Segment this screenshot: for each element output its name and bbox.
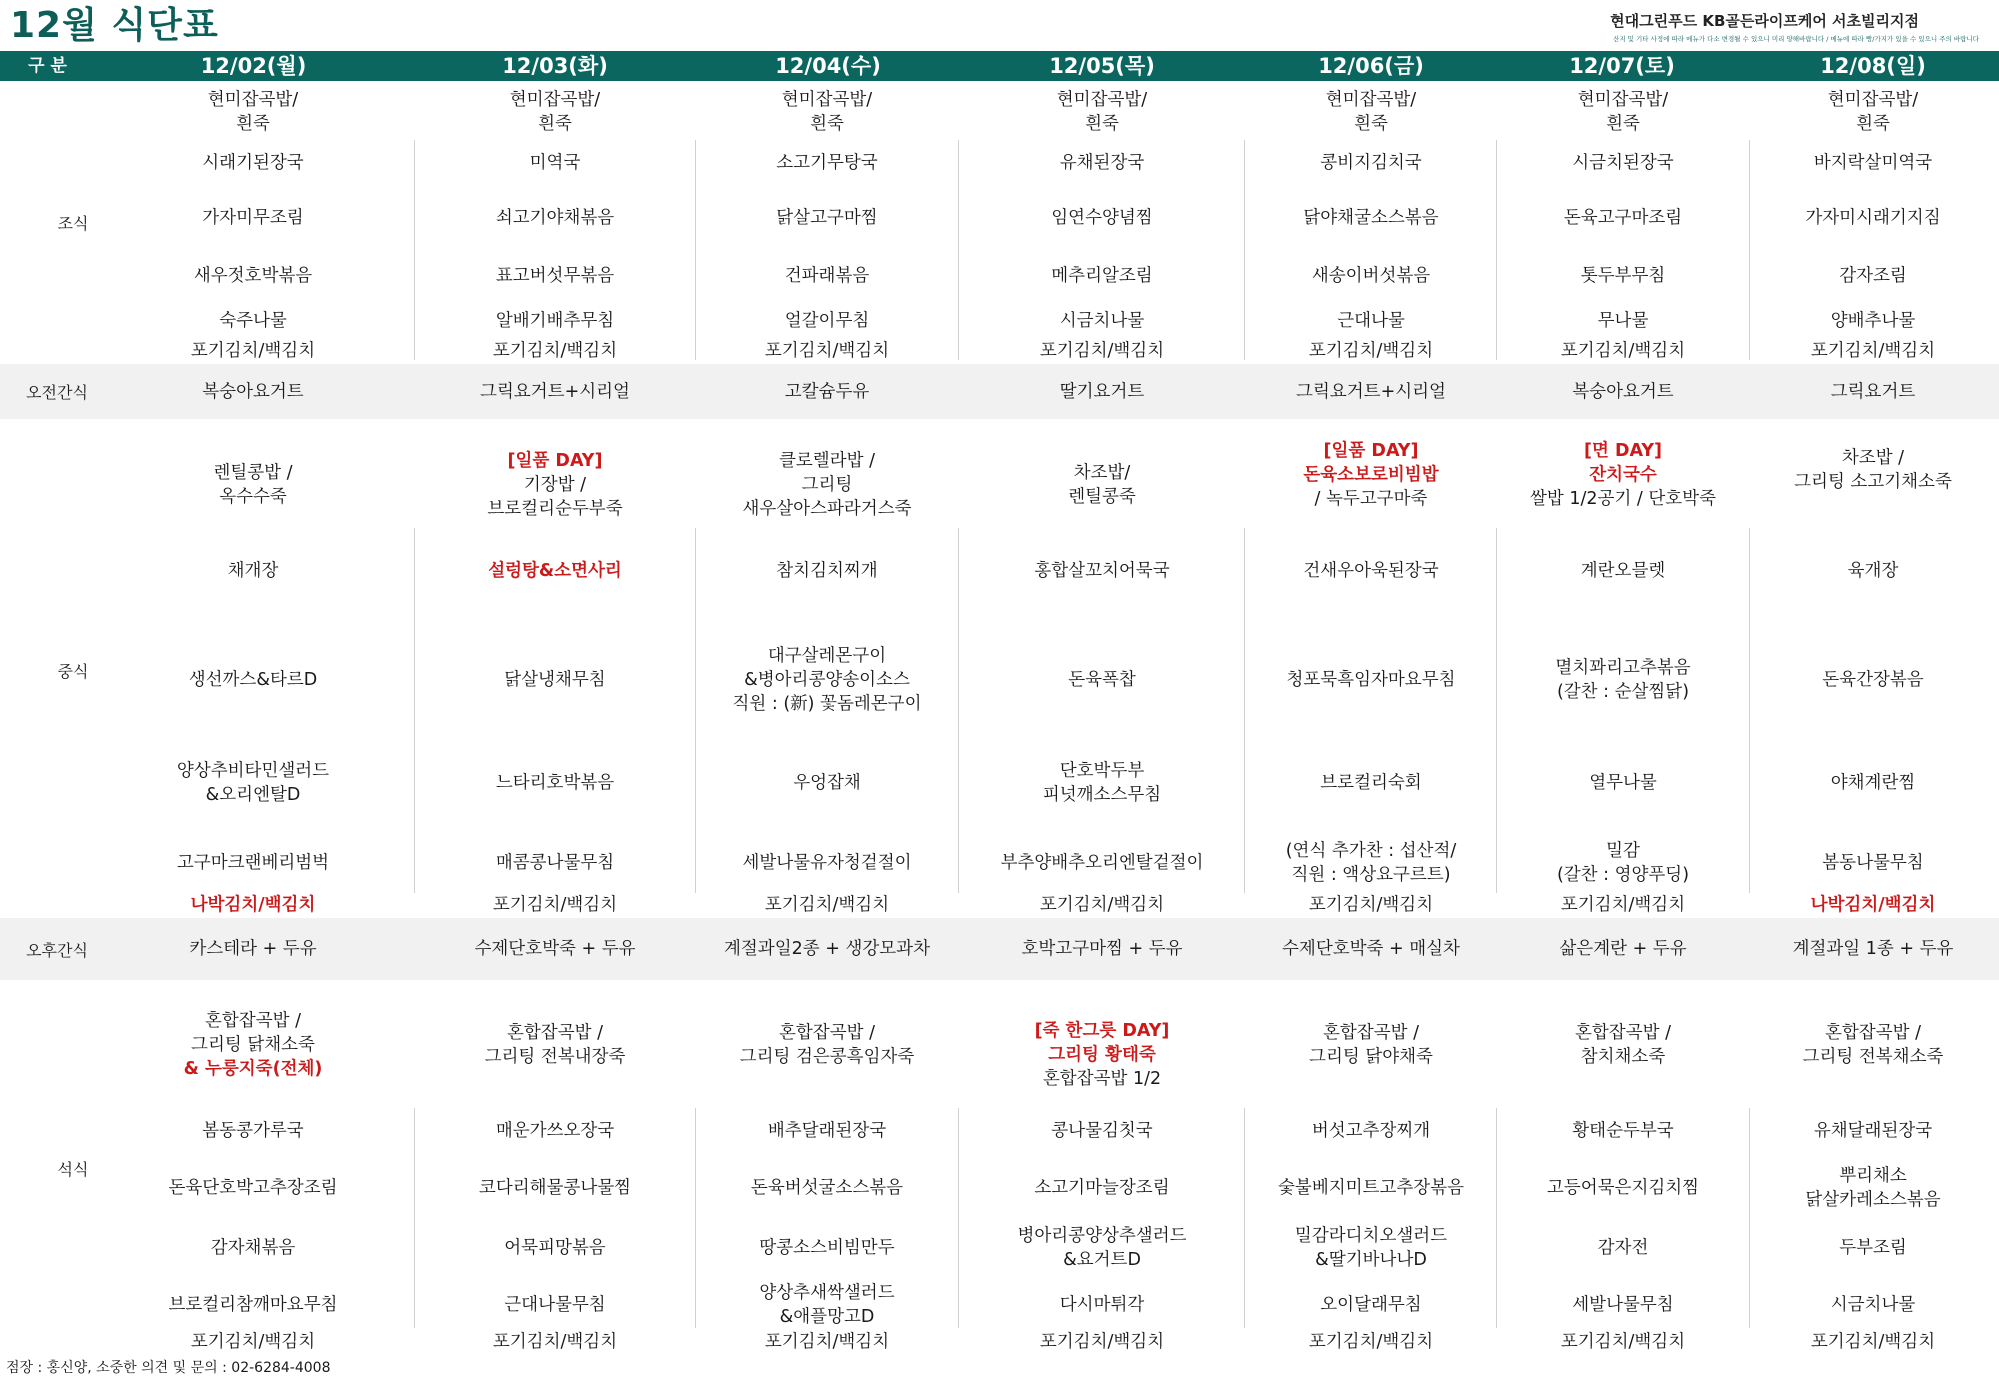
menu-item-text: [면 DAY] 잔치국수 <box>1583 441 1663 485</box>
lunch-item: 우엉잡채 <box>793 773 861 793</box>
dinner-item: 오이달래무침 <box>1320 1295 1422 1315</box>
breakfast-item: 새우젓호박볶음 <box>193 266 313 286</box>
menu-item-text: 쌀밥 1/2공기 / 단호박죽 <box>1530 489 1716 509</box>
breakfast-item: 포기김치/백김치 <box>492 341 618 361</box>
breakfast-item: 유채된장국 <box>1059 153 1145 173</box>
dinner-item: 포기김치/백김치 <box>492 1332 618 1352</box>
breakfast-item: 무나물 <box>1597 311 1649 331</box>
breakfast-item: 현미잡곡밥/ 흰죽 <box>1325 90 1417 134</box>
breakfast-item: 가자미무조림 <box>202 208 304 228</box>
meal-label-morning-snack: 오전간식 <box>26 383 88 402</box>
breakfast-item: 현미잡곡밥/ 흰죽 <box>781 90 873 134</box>
menu-item-text: 혼합잡곡밥 / 그리팅 전복채소죽 <box>1802 1023 1944 1067</box>
lunch-main-item <box>970 435 1235 535</box>
breakfast-item: 바지락살미역국 <box>1813 153 1933 173</box>
menu-item-text: 차조밥/ 렌틸콩죽 <box>1068 463 1136 507</box>
lunch-item: 계란오믈렛 <box>1580 561 1666 581</box>
morning-snack-item: 딸기요거트 <box>1059 381 1145 402</box>
dinner-item: 근대나물무침 <box>504 1295 606 1315</box>
lunch-item: 포기김치/백김치 <box>492 895 618 915</box>
lunch-item: 봄동나물무침 <box>1822 853 1924 873</box>
breakfast-item: 미역국 <box>529 153 581 173</box>
lunch-item: 생선까스&타르D <box>188 670 318 690</box>
menu-item-text: [일품 DAY] <box>507 451 603 471</box>
breakfast-item: 포기김치/백김치 <box>764 341 890 361</box>
breakfast-item: 돈육고구마조림 <box>1563 208 1683 228</box>
lunch-item: 양상추비타민샐러드 &오리엔탈D <box>176 761 330 805</box>
lunch-item: 멸치꽈리고추볶음 (갈찬 : 순살찜닭) <box>1555 658 1691 702</box>
menu-item-text: 혼합잡곡밥 1/2 <box>1042 1069 1162 1089</box>
dinner-item: 포기김치/백김치 <box>1308 1332 1434 1352</box>
afternoon-snack-item: 호박고구마찜 + 두유 <box>1021 939 1183 959</box>
dinner-item: 배추달래된장국 <box>767 1121 887 1141</box>
dinner-item: 양상추새싹샐러드 &애플망고D <box>759 1283 895 1327</box>
dinner-item: 브로컬리참깨마요무침 <box>168 1295 338 1315</box>
lunch-item: 포기김치/백김치 <box>1560 895 1686 915</box>
dinner-item: 어묵피망볶음 <box>504 1238 606 1258</box>
lunch-main-item <box>1239 425 1504 525</box>
breakfast-item: 포기김치/백김치 <box>1039 341 1165 361</box>
lunch-main-item <box>1503 425 1743 525</box>
header-bar <box>0 51 1999 81</box>
breakfast-item: 현미잡곡밥/ 흰죽 <box>1577 90 1669 134</box>
lunch-item: 고구마크랜베리범벅 <box>176 853 330 873</box>
column-divider <box>958 1108 959 1328</box>
breakfast-item: 메추리알조림 <box>1051 266 1153 286</box>
breakfast-item: 얼갈이무침 <box>784 311 870 331</box>
column-divider <box>695 528 696 893</box>
lunch-item: 돈육폭찹 <box>1068 670 1136 690</box>
header-day-2: 12/03(화) <box>502 54 608 78</box>
breakfast-item: 알배기배추무침 <box>495 311 615 331</box>
menu-item-text: 혼합잡곡밥 / 그리팅 닭채소죽 <box>191 1011 315 1055</box>
meal-label-afternoon-snack: 오후간식 <box>26 940 88 960</box>
dinner-item: 봄동콩가루국 <box>202 1121 304 1141</box>
lunch-item: 부추양배추오리엔탈겉절이 <box>1000 853 1204 873</box>
lunch-item: 나박김치/백김치 <box>1810 895 1936 915</box>
lunch-item: 참치김치찌개 <box>776 561 878 581</box>
dinner-main-item <box>970 1010 1235 1100</box>
header-day-4: 12/05(목) <box>1049 54 1155 78</box>
dinner-item: 버섯고추장찌개 <box>1311 1121 1431 1141</box>
column-divider <box>1749 140 1750 360</box>
menu-item-text: 클로렐라밥 / 그리팅 새우살아스파라거스죽 <box>742 451 912 519</box>
lunch-item: 건새우아욱된장국 <box>1303 561 1439 581</box>
meal-label-lunch: 중식 <box>57 661 89 681</box>
morning-snack-item: 그릭요거트+시리얼 <box>1296 381 1446 402</box>
morning-snack-item: 복숭아요거트 <box>1572 381 1674 402</box>
dinner-item: 황태순두부국 <box>1572 1121 1674 1141</box>
column-divider <box>414 528 415 893</box>
meal-label-breakfast: 조식 <box>57 213 89 233</box>
breakfast-item: 현미잡곡밥/ 흰죽 <box>509 90 601 134</box>
dinner-item: 포기김치/백김치 <box>764 1332 890 1352</box>
dinner-item: 매운가쓰오장국 <box>495 1121 615 1141</box>
menu-item-text: 기장밥 / 브로컬리순두부죽 <box>487 475 623 519</box>
breakfast-item: 표고버섯무볶음 <box>495 266 615 286</box>
menu-item-text: 렌틸콩밥 / 옥수수죽 <box>213 463 293 507</box>
breakfast-item: 건파래볶음 <box>784 266 870 286</box>
dinner-item: 뿌리채소 닭살카레소스볶음 <box>1805 1166 1941 1210</box>
afternoon-snack-item: 삶은계란 + 두유 <box>1559 939 1687 959</box>
afternoon-snack-item: 수제단호박죽 + 매실차 <box>1282 939 1460 959</box>
column-divider <box>1749 1108 1750 1328</box>
header-category: 구 분 <box>28 56 67 76</box>
dinner-main-item <box>1239 1010 1504 1080</box>
morning-snack-item: 고칼슘두유 <box>784 381 870 402</box>
lunch-item: 돈육간장볶음 <box>1822 670 1924 690</box>
column-divider <box>695 1108 696 1328</box>
dinner-item: 시금치나물 <box>1830 1295 1916 1315</box>
breakfast-item: 포기김치/백김치 <box>190 341 316 361</box>
lunch-main-item <box>697 435 957 535</box>
lunch-item: 대구살레몬구이 &병아리콩양송이소스 직원 : (新) 꽃돔레몬구이 <box>732 646 922 714</box>
menu-item-text: 혼합잡곡밥 / 그리팅 닭야채죽 <box>1309 1023 1433 1067</box>
breakfast-item: 콩비지김치국 <box>1320 153 1422 173</box>
lunch-item: 채개장 <box>227 561 279 581</box>
breakfast-item: 임연수양념찜 <box>1051 208 1153 228</box>
lunch-main-item <box>123 435 383 535</box>
breakfast-item: 톳두부무침 <box>1580 266 1666 286</box>
dinner-item: 두부조림 <box>1839 1238 1907 1258</box>
header-day-3: 12/04(수) <box>775 54 881 78</box>
breakfast-item: 닭야채굴소스볶음 <box>1303 208 1439 228</box>
dinner-item: 고등어묵은지김치찜 <box>1546 1178 1700 1198</box>
lunch-item: 청포묵흑임자마요무침 <box>1286 670 1456 690</box>
column-divider <box>958 528 959 893</box>
lunch-main-item <box>420 435 690 535</box>
dinner-item: 감자전 <box>1597 1238 1649 1258</box>
menu-item-text: / 녹두고구마죽 <box>1314 489 1428 509</box>
notice-text: 산지 및 기타 사정에 따라 메뉴가 다소 변경될 수 있으니 미리 양해바랍니다 / 메뉴에 따라 빵/가지가 있을 수 있으니 주의 바랍니다 <box>1613 35 1979 43</box>
afternoon-snack-item: 카스테라 + 두유 <box>189 939 317 959</box>
lunch-item: 포기김치/백김치 <box>764 895 890 915</box>
morning-snack-item: 복숭아요거트 <box>202 381 304 402</box>
dinner-item: 밀감라디치오샐러드 &딸기바나나D <box>1294 1226 1448 1270</box>
lunch-item: 야채계란찜 <box>1830 773 1916 793</box>
footer-contact: 점장 : 홍신양, 소중한 의견 및 문의 : 02-6284-4008 <box>6 1360 331 1376</box>
dinner-main-item <box>697 1010 957 1080</box>
menu-item-text: [일품 DAY] 돈육소보로비빔밥 <box>1303 441 1439 485</box>
breakfast-item: 시금치나물 <box>1059 311 1145 331</box>
afternoon-snack-item: 계절과일 1종 + 두유 <box>1792 939 1954 959</box>
column-divider <box>958 140 959 360</box>
dinner-item: 돈육단호박고추장조림 <box>168 1178 338 1198</box>
lunch-item: 세발나물유자청겉절이 <box>742 853 912 873</box>
dinner-item: 감자채볶음 <box>210 1238 296 1258</box>
lunch-item: 브로컬리숙회 <box>1320 773 1422 793</box>
dinner-item: 다시마튀각 <box>1059 1295 1145 1315</box>
menu-item-text: [죽 한그릇 DAY] 그리팅 황태죽 <box>1034 1021 1170 1065</box>
column-divider <box>414 140 415 360</box>
afternoon-snack-item: 수제단호박죽 + 두유 <box>474 939 636 959</box>
morning-snack-item: 그릭요거트+시리얼 <box>480 381 630 402</box>
dinner-item: 돈육버섯굴소스볶음 <box>750 1178 904 1198</box>
lunch-item: 설렁탕&소면사리 <box>488 561 622 581</box>
lunch-item: 포기김치/백김치 <box>1039 895 1165 915</box>
dinner-main-item <box>123 1000 383 1090</box>
morning-snack-item: 그릭요거트 <box>1830 381 1916 402</box>
breakfast-item: 쇠고기야채볶음 <box>495 208 615 228</box>
column-divider <box>1749 528 1750 893</box>
dinner-item: 소고기마늘장조림 <box>1034 1178 1170 1198</box>
lunch-item: 밀감 (갈찬 : 영양푸딩) <box>1556 841 1690 885</box>
dinner-item: 콩나물김칫국 <box>1051 1121 1153 1141</box>
dinner-main-item <box>420 1010 690 1080</box>
menu-item-text: 혼합잡곡밥 / 그리팅 검은콩흑임자죽 <box>739 1023 915 1067</box>
brand-line: 현대그린푸드 KB골든라이프케어 서초빌리지점 <box>1610 12 1919 30</box>
breakfast-item: 포기김치/백김치 <box>1560 341 1686 361</box>
breakfast-item: 닭살고구마찜 <box>776 208 878 228</box>
dinner-main-item <box>1753 1010 1993 1080</box>
breakfast-item: 소고기무탕국 <box>776 153 878 173</box>
breakfast-item: 숙주나물 <box>219 311 287 331</box>
lunch-item: 느타리호박볶음 <box>495 773 615 793</box>
dinner-item: 포기김치/백김치 <box>1810 1332 1936 1352</box>
column-divider <box>695 140 696 360</box>
breakfast-item: 포기김치/백김치 <box>1308 341 1434 361</box>
menu-item-text: & 누룽지죽(전체) <box>183 1059 323 1079</box>
lunch-item: 단호박두부 피넛깨소스무침 <box>1042 761 1162 805</box>
header-day-6: 12/07(토) <box>1569 54 1675 78</box>
breakfast-item: 새송이버섯볶음 <box>1311 266 1431 286</box>
meal-label-dinner: 석식 <box>57 1159 89 1179</box>
dinner-item: 포기김치/백김치 <box>1560 1332 1686 1352</box>
menu-item-text: 혼합잡곡밥 / 그리팅 전복내장죽 <box>484 1023 626 1067</box>
lunch-item: 포기김치/백김치 <box>1308 895 1434 915</box>
breakfast-item: 감자조림 <box>1839 266 1907 286</box>
lunch-item: 홍합살꼬치어묵국 <box>1034 561 1170 581</box>
dinner-item: 포기김치/백김치 <box>1039 1332 1165 1352</box>
breakfast-item: 양배추나물 <box>1830 311 1916 331</box>
dinner-item: 땅콩소스비빔만두 <box>759 1238 895 1258</box>
lunch-item: 나박김치/백김치 <box>190 895 316 915</box>
dinner-item: 병아리콩양상추샐러드 &요거트D <box>1017 1226 1187 1270</box>
header-day-1: 12/02(월) <box>200 54 307 78</box>
lunch-item: 열무나물 <box>1589 773 1657 793</box>
breakfast-item: 현미잡곡밥/ 흰죽 <box>1056 90 1148 134</box>
menu-item-text: 혼합잡곡밥 / 참치채소죽 <box>1575 1023 1671 1067</box>
column-divider <box>414 1108 415 1328</box>
lunch-item: (연식 추가찬 : 섭산적/ 직원 : 액상요구르트) <box>1285 841 1457 885</box>
breakfast-item: 현미잡곡밥/ 흰죽 <box>1827 90 1919 134</box>
dinner-item: 코다리해물콩나물찜 <box>478 1178 632 1198</box>
header-day-7: 12/08(일) <box>1820 54 1926 78</box>
header-day-5: 12/06(금) <box>1318 54 1424 78</box>
dinner-main-item <box>1503 1010 1743 1080</box>
breakfast-item: 근대나물 <box>1337 311 1405 331</box>
afternoon-snack-item: 계절과일2종 + 생강모과차 <box>724 939 930 959</box>
dinner-item: 세발나물무침 <box>1572 1295 1674 1315</box>
menu-item-text: 차조밥 / 그리팅 소고기채소죽 <box>1794 448 1952 492</box>
breakfast-item: 포기김치/백김치 <box>1810 341 1936 361</box>
dinner-item: 숯불베지미트고추장볶음 <box>1278 1178 1464 1198</box>
page-title: 12월 식단표 <box>10 5 219 46</box>
lunch-item: 닭살냉채무침 <box>504 670 606 690</box>
lunch-main-item <box>1753 435 1993 505</box>
breakfast-item: 가자미시래기지짐 <box>1805 208 1941 228</box>
breakfast-item: 시래기된장국 <box>202 153 304 173</box>
breakfast-item: 현미잡곡밥/ 흰죽 <box>207 90 299 134</box>
breakfast-item: 시금치된장국 <box>1572 153 1674 173</box>
dinner-item: 유채달래된장국 <box>1813 1121 1933 1141</box>
lunch-item: 매콤콩나물무침 <box>495 853 615 873</box>
dinner-item: 포기김치/백김치 <box>190 1332 316 1352</box>
lunch-item: 육개장 <box>1847 561 1899 581</box>
